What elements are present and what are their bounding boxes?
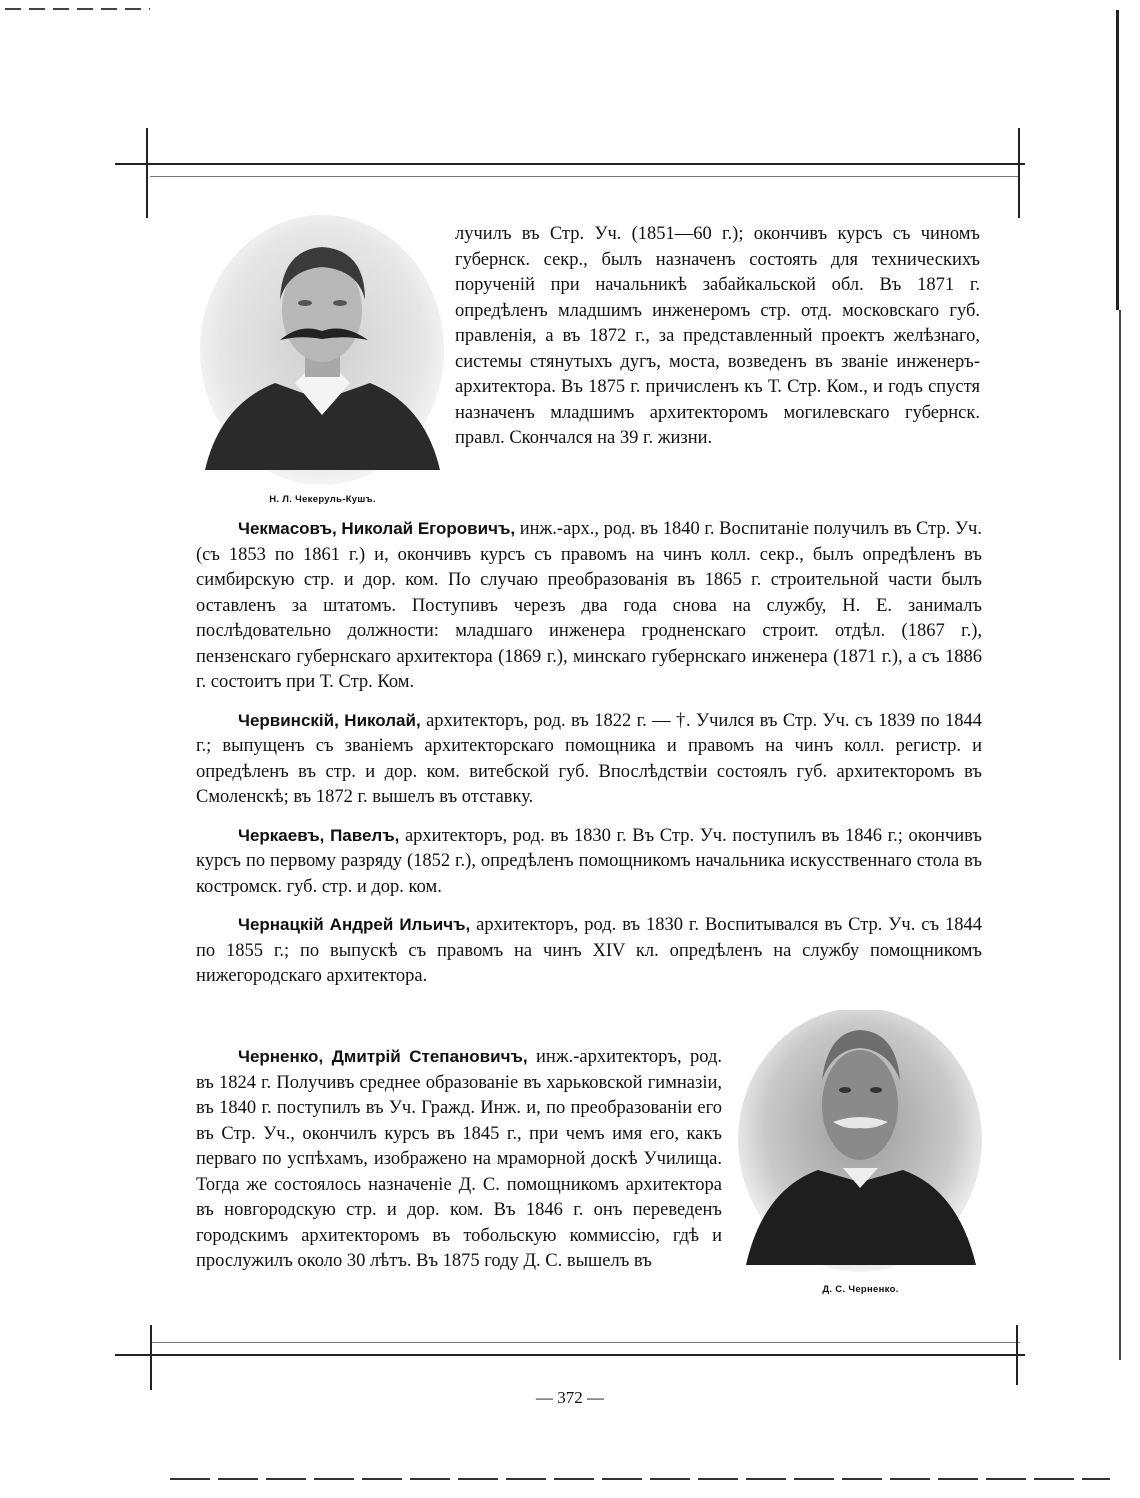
entry-name: Черненко, Дмитрій Степановичъ, <box>238 1047 528 1066</box>
entry-cherkaev <box>196 823 982 901</box>
entry-chekmasov <box>196 516 982 696</box>
entry-name: Чекмасовъ, Николай Егоровичъ, <box>238 519 516 538</box>
entry-name: Черкаевъ, Павелъ, <box>238 825 400 845</box>
entry-chernenko-block <box>196 1044 722 1275</box>
portrait-caption-bottom: Д. С. Черненко. <box>822 1284 899 1295</box>
full-width-entries <box>196 516 982 990</box>
entry-chernatsky <box>196 912 982 990</box>
entry-text: инж.-арх., род. въ 1840 г. Воспитаніе получилъ въ Стр. Уч. (съ 1853 по 1861 г.) и, окончивъ курсъ съ правомъ на чинъ колл. секр., былъ опредѣленъ въ симбирскую стр. и дор. ком. По случаю преобразованія въ 1865 г. строительной части былъ оставленъ за штатомъ. Поступивъ черезъ два года снова на службу, Н. Е. занималъ послѣдовательно должности: младшаго инженера гродненскаго строит. отдѣл. (1867 г.), пензенскаго губернскаго архитектора (1869 г.), минскаго губернскаго инженера (1871 г.), а съ 1886 г. состоитъ при Т. Стр. Ком. <box>196 519 982 692</box>
top-paragraph-block <box>455 222 980 452</box>
right-border-rule <box>1018 128 1020 218</box>
left-border-rule-lower <box>150 1325 152 1390</box>
bottom-border-rule <box>115 1354 1025 1356</box>
page-number: — 372 — <box>536 1388 604 1407</box>
entry-text: архитекторъ, род. въ 1830 г. Въ Стр. Уч. поступилъ въ 1846 г.; окончивъ курсъ по первому разряду (1852 г.), опредѣленъ помощникомъ начальника искусственнаго стола въ костромск. губ. стр. и дор. ком. <box>196 825 982 897</box>
margin-edge-line-lower <box>1119 310 1121 1360</box>
portrait-chernenko <box>738 1010 983 1275</box>
entry-text: архитекторъ, род. въ 1830 г. Воспитывался въ Стр. Уч. съ 1844 по 1855 г.; по выпускѣ съ правомъ на чинъ XIV кл. опредѣленъ на службу помощникомъ нижегородскаго архитектора. <box>196 915 982 986</box>
portrait-chekerul-kush <box>200 215 445 485</box>
portrait-caption-top: Н. Л. Чекеруль-Кушъ. <box>269 494 376 505</box>
bottom-inner-rule <box>150 1342 1020 1343</box>
top-border-rule <box>115 163 1025 165</box>
entry-text: архитекторъ, род. въ 1822 г. — †. Учился въ Стр. Уч. съ 1839 по 1844 г.; выпущенъ съ званіемъ архитекторскаго помощника и правомъ на чинъ колл. регистр. и опредѣленъ въ стр. и дор. ком. витебской губ. Впослѣдствіи состоялъ губ. архитекторомъ въ Смоленскѣ; въ 1872 г. вышелъ въ отставку. <box>196 710 982 807</box>
top-dashes <box>5 8 150 10</box>
entry-name: Червинскій, Николай, <box>238 710 421 730</box>
margin-edge-line <box>1116 10 1119 310</box>
right-border-rule-lower <box>1016 1325 1018 1385</box>
entry-chernenko <box>196 1044 722 1275</box>
continued-paragraph: лучилъ въ Стр. Уч. (1851—60 г.); окончивъ курсъ съ чиномъ губернск. секр., былъ назначенъ состоять для техническихъ порученій при начальникѣ забайкальской обл. Въ 1871 г. опредѣленъ младшимъ инженеромъ стр. отд. московскаго губ. правленія, а въ 1872 г., за представленный проектъ желѣзнаго, системы стянутыхъ дугъ, моста, возведенъ въ званіе инженеръ-архитектора. Въ 1875 г. причисленъ къ Т. Стр. Ком., и годъ спустя назначенъ младшимъ архитекторомъ могилевскаго губернск. правл. Скончался на 39 г. жизни. <box>455 224 980 448</box>
entry-chervinsky <box>196 708 982 811</box>
entry-name: Чернацкій Андрей Ильичъ, <box>238 915 471 934</box>
bottom-scan-line <box>170 1478 1110 1480</box>
entry-text: инж.-архитекторъ, род. въ 1824 г. Получивъ среднее образованіе въ харьковской гимназіи, въ 1840 г. поступилъ въ Уч. Гражд. Инж. и, по преобразованіи его въ Стр. Уч., окончилъ курсъ въ 1845 г., при чемъ имя его, какъ перваго по успѣхамъ, изображено на мраморной доскѣ Училища. Тогда же состоялось назначеніе Д. С. помощникомъ архитектора въ новгородскую стр. и дор. ком. Въ 1846 г. онъ переведенъ городскимъ архитекторомъ въ тобольскую коммиссію, гдѣ и прослужилъ около 30 лѣтъ. Въ 1875 году Д. С. вышелъ въ <box>196 1047 723 1271</box>
left-border-rule <box>146 128 148 218</box>
top-inner-rule <box>150 176 1020 177</box>
